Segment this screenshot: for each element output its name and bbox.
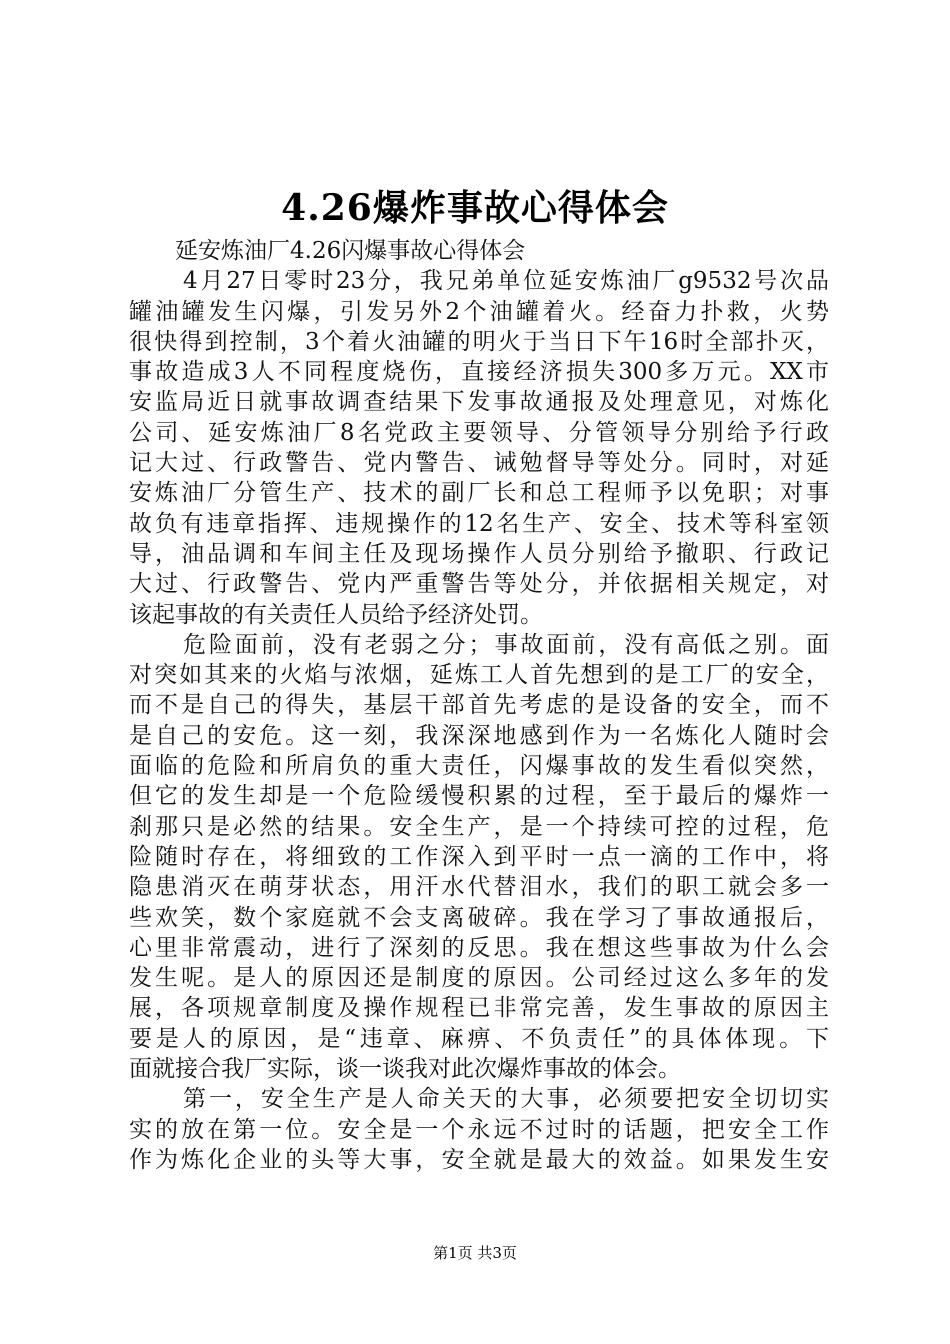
document-title: 4.26爆炸事故心得体会 bbox=[281, 187, 669, 229]
paragraph-line: 险随时存在，将细致的工作深入到平时一点一滴的工作中，将 bbox=[129, 843, 829, 870]
paragraph-line: 而不是自己的得失，基层干部首先考虑的是设备的安全，而不 bbox=[129, 692, 829, 719]
paragraph-line: 展，各项规章制度及操作规程已非常完善，发生事故的原因主 bbox=[129, 995, 829, 1022]
paragraph-line: 记大过、行政警告、党内警告、诫勉督导等处分。同时，对延 bbox=[129, 450, 829, 477]
paragraph-line: 导，油品调和车间主任及现场操作人员分别给予撤职、行政记 bbox=[129, 540, 829, 567]
page-number-footer: 第1页 共3页 bbox=[433, 1244, 517, 1262]
paragraph-line: 些欢笑，数个家庭就不会支离破碎。我在学习了事故通报后， bbox=[129, 904, 829, 931]
paragraph-line: 面临的危险和所肩负的重大责任，闪爆事故的发生看似突然， bbox=[129, 753, 829, 780]
paragraph-line: 但它的发生却是一个危险缓慢积累的过程，至于最后的爆炸一 bbox=[129, 783, 829, 810]
paragraph-line: 是自己的安危。这一刻，我深深地感到作为一名炼化人随时会 bbox=[129, 722, 829, 749]
paragraph-line: 第一，安全生产是人命关天的大事，必须要把安全切切实 bbox=[183, 1086, 829, 1113]
paragraph-line: 实的放在第一位。安全是一个永远不过时的话题，把安全工作 bbox=[129, 1116, 829, 1143]
paragraph-line: 心里非常震动，进行了深刻的反思。我在想这些事故为什么会 bbox=[129, 934, 829, 961]
paragraph-line: 4月27日零时23分，我兄弟单位延安炼油厂g9532号次品 bbox=[183, 268, 829, 295]
paragraph-line: 公司、延安炼油厂8名党政主要领导、分管领导分别给予行政 bbox=[129, 419, 829, 446]
paragraph-line: 对突如其来的火焰与浓烟，延炼工人首先想到的是工厂的安全， bbox=[129, 662, 829, 689]
paragraph-line: 安炼油厂分管生产、技术的副厂长和总工程师予以免职；对事 bbox=[129, 480, 829, 507]
paragraph-line: 隐患消灭在萌芽状态，用汗水代替泪水，我们的职工就会多一 bbox=[129, 874, 829, 901]
paragraph-line: 事故造成3人不同程度烧伤，直接经济损失300多万元。XX市 bbox=[129, 359, 829, 386]
document-body bbox=[129, 236, 829, 1175]
paragraph-line: 很快得到控制，3个着火油罐的明火于当日下午16时全部扑灭， bbox=[129, 328, 829, 355]
paragraph-line: 安监局近日就事故调查结果下发事故通报及处理意见，对炼化 bbox=[129, 389, 829, 416]
paragraph-line: 该起事故的有关责任人员给予经济处罚。 bbox=[129, 601, 543, 628]
paragraph-line: 大过、行政警告、党内严重警告等处分，并依据相关规定，对 bbox=[129, 571, 829, 598]
paragraph-line: 发生呢。是人的原因还是制度的原因。公司经过这么多年的发 bbox=[129, 965, 829, 992]
paragraph-line: 面就接合我厂实际，谈一谈我对此次爆炸事故的体会。 bbox=[129, 1056, 681, 1083]
paragraph-line: 要是人的原因，是“违章、麻痹、不负责任”的具体体现。下 bbox=[129, 1025, 829, 1052]
paragraph-line: 故负有违章指挥、违规操作的12名生产、安全、技术等科室领 bbox=[129, 510, 829, 537]
subtitle-line: 延安炼油厂4.26闪爆事故心得体会 bbox=[175, 238, 526, 264]
paragraph-line: 罐油罐发生闪爆，引发另外2个油罐着火。经奋力扑救，火势 bbox=[129, 298, 829, 325]
paragraph-line: 危险面前，没有老弱之分；事故面前，没有高低之别。面 bbox=[183, 631, 829, 658]
paragraph-line: 刹那只是必然的结果。安全生产，是一个持续可控的过程，危 bbox=[129, 813, 829, 840]
paragraph-line: 作为炼化企业的头等大事，安全就是最大的效益。如果发生安 bbox=[129, 1146, 829, 1173]
